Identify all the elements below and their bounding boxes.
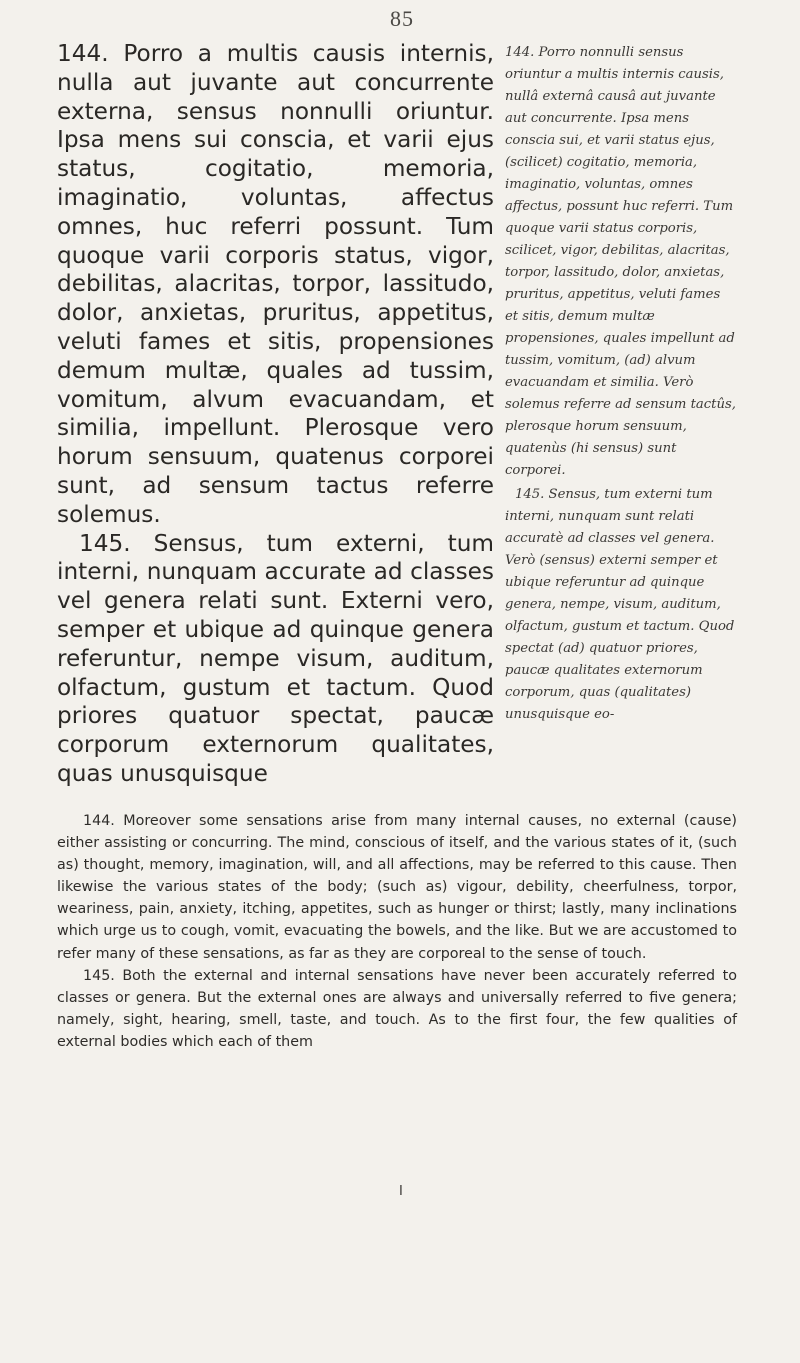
translation-paragraph-145: 145. Both the external and internal sensations have never been accurately referred to classes or genera. But the external ones are always and universally referred to five genera; namely, sight, hearing, smell, taste, and touch. As to the first four, the few qualities of external bodies which each of them <box>57 967 737 1050</box>
ordo-paragraph-144: 144. Porro nonnulli sensus oriuntur a multis internis causis, nullâ externâ causâ aut juvante aut concurrente. Ipsa mens conscia sui, et varii status ejus, (scilicet) cogitatio, memoria, imaginatio, voluntas, omnes affectus, possunt huc referri. Tum quoque varii status corporis, scilicet, vigor, debilitas, alacritas, torpor, lassitudo, dolor, anxietas, pruritus, appetitus, veluti fames et sitis, demum multæ propensiones, quales impellunt ad tussim, vomitum, (ad) alvum evacuandam et similia. Verò solemus referre ad sensum tactûs, plerosque horum sensuum, quatenùs (hi sensus) sunt corporei. <box>505 45 736 478</box>
latin-main-column <box>57 40 494 789</box>
page-number: 85 <box>390 6 414 31</box>
latin-paragraph-144: 144. Porro a multis causis internis, nulla aut juvante aut concurrente externa, sensus nonnulli oriuntur. Ipsa mens sui conscia, et varii ejus status, cogitatio, memoria, imaginatio, voluntas, affectus omnes, huc referri possunt. Tum quoque varii corporis status, vigor, debilitas, alacritas, torpor, lassitudo, dolor, anxietas, pruritus, appetitus, veluti fames et sitis, propensiones demum multæ, quales ad tussim, vomitum, alvum evacuandam, et similia, impellunt. Plerosque vero horum sensuum, quatenus corporei sunt, ad sensum tactus referre solemus. <box>57 40 494 528</box>
translation-paragraph-144: 144. Moreover some sensations arise from many internal causes, no external (cause) either assisting or concurring. The mind, conscious of itself, and the various states of it, (such as) thought, memory, imagination, will, and all affections, may be referred to this cause. Then likewise the various states of the body; (such as) vigour, debility, cheerfulness, torpor, weariness, pain, anxiety, itching, appetites, such as hunger or thirst; lastly, many inclinations which urge us to cough, vomit, evacuating the bowels, and the like. But we are accustomed to refer many of these sensations, as far as they are corporeal to the sense of touch. <box>57 813 737 962</box>
ordo-paragraph-145: 145. Sensus, tum externi tum interni, nunquam sunt relati accuratè ad classes vel genera. Verò (sensus) externi semper et ubique referuntur ad quinque genera, nempe, visum, auditum, olfactum, gustum et tactum. Quod spectat (ad) quatuor priores, paucæ qualitates externorum corporum, quas (qualitates) unusquisque eo- <box>505 487 735 722</box>
ordo-side-column <box>505 42 737 726</box>
latin-paragraph-145: 145. Sensus, tum externi, tum interni, nunquam accurate ad classes vel genera relati sunt. Externi vero, semper et ubique ad quinque genera referuntur, nempe visum, auditum, olfactum, gustum et tactum. Quod priores quatuor spectat, paucæ corporum externorum qualitates, quas unusquisque <box>57 529 494 787</box>
signature-mark: I <box>399 1184 403 1199</box>
english-translation <box>57 810 737 1053</box>
